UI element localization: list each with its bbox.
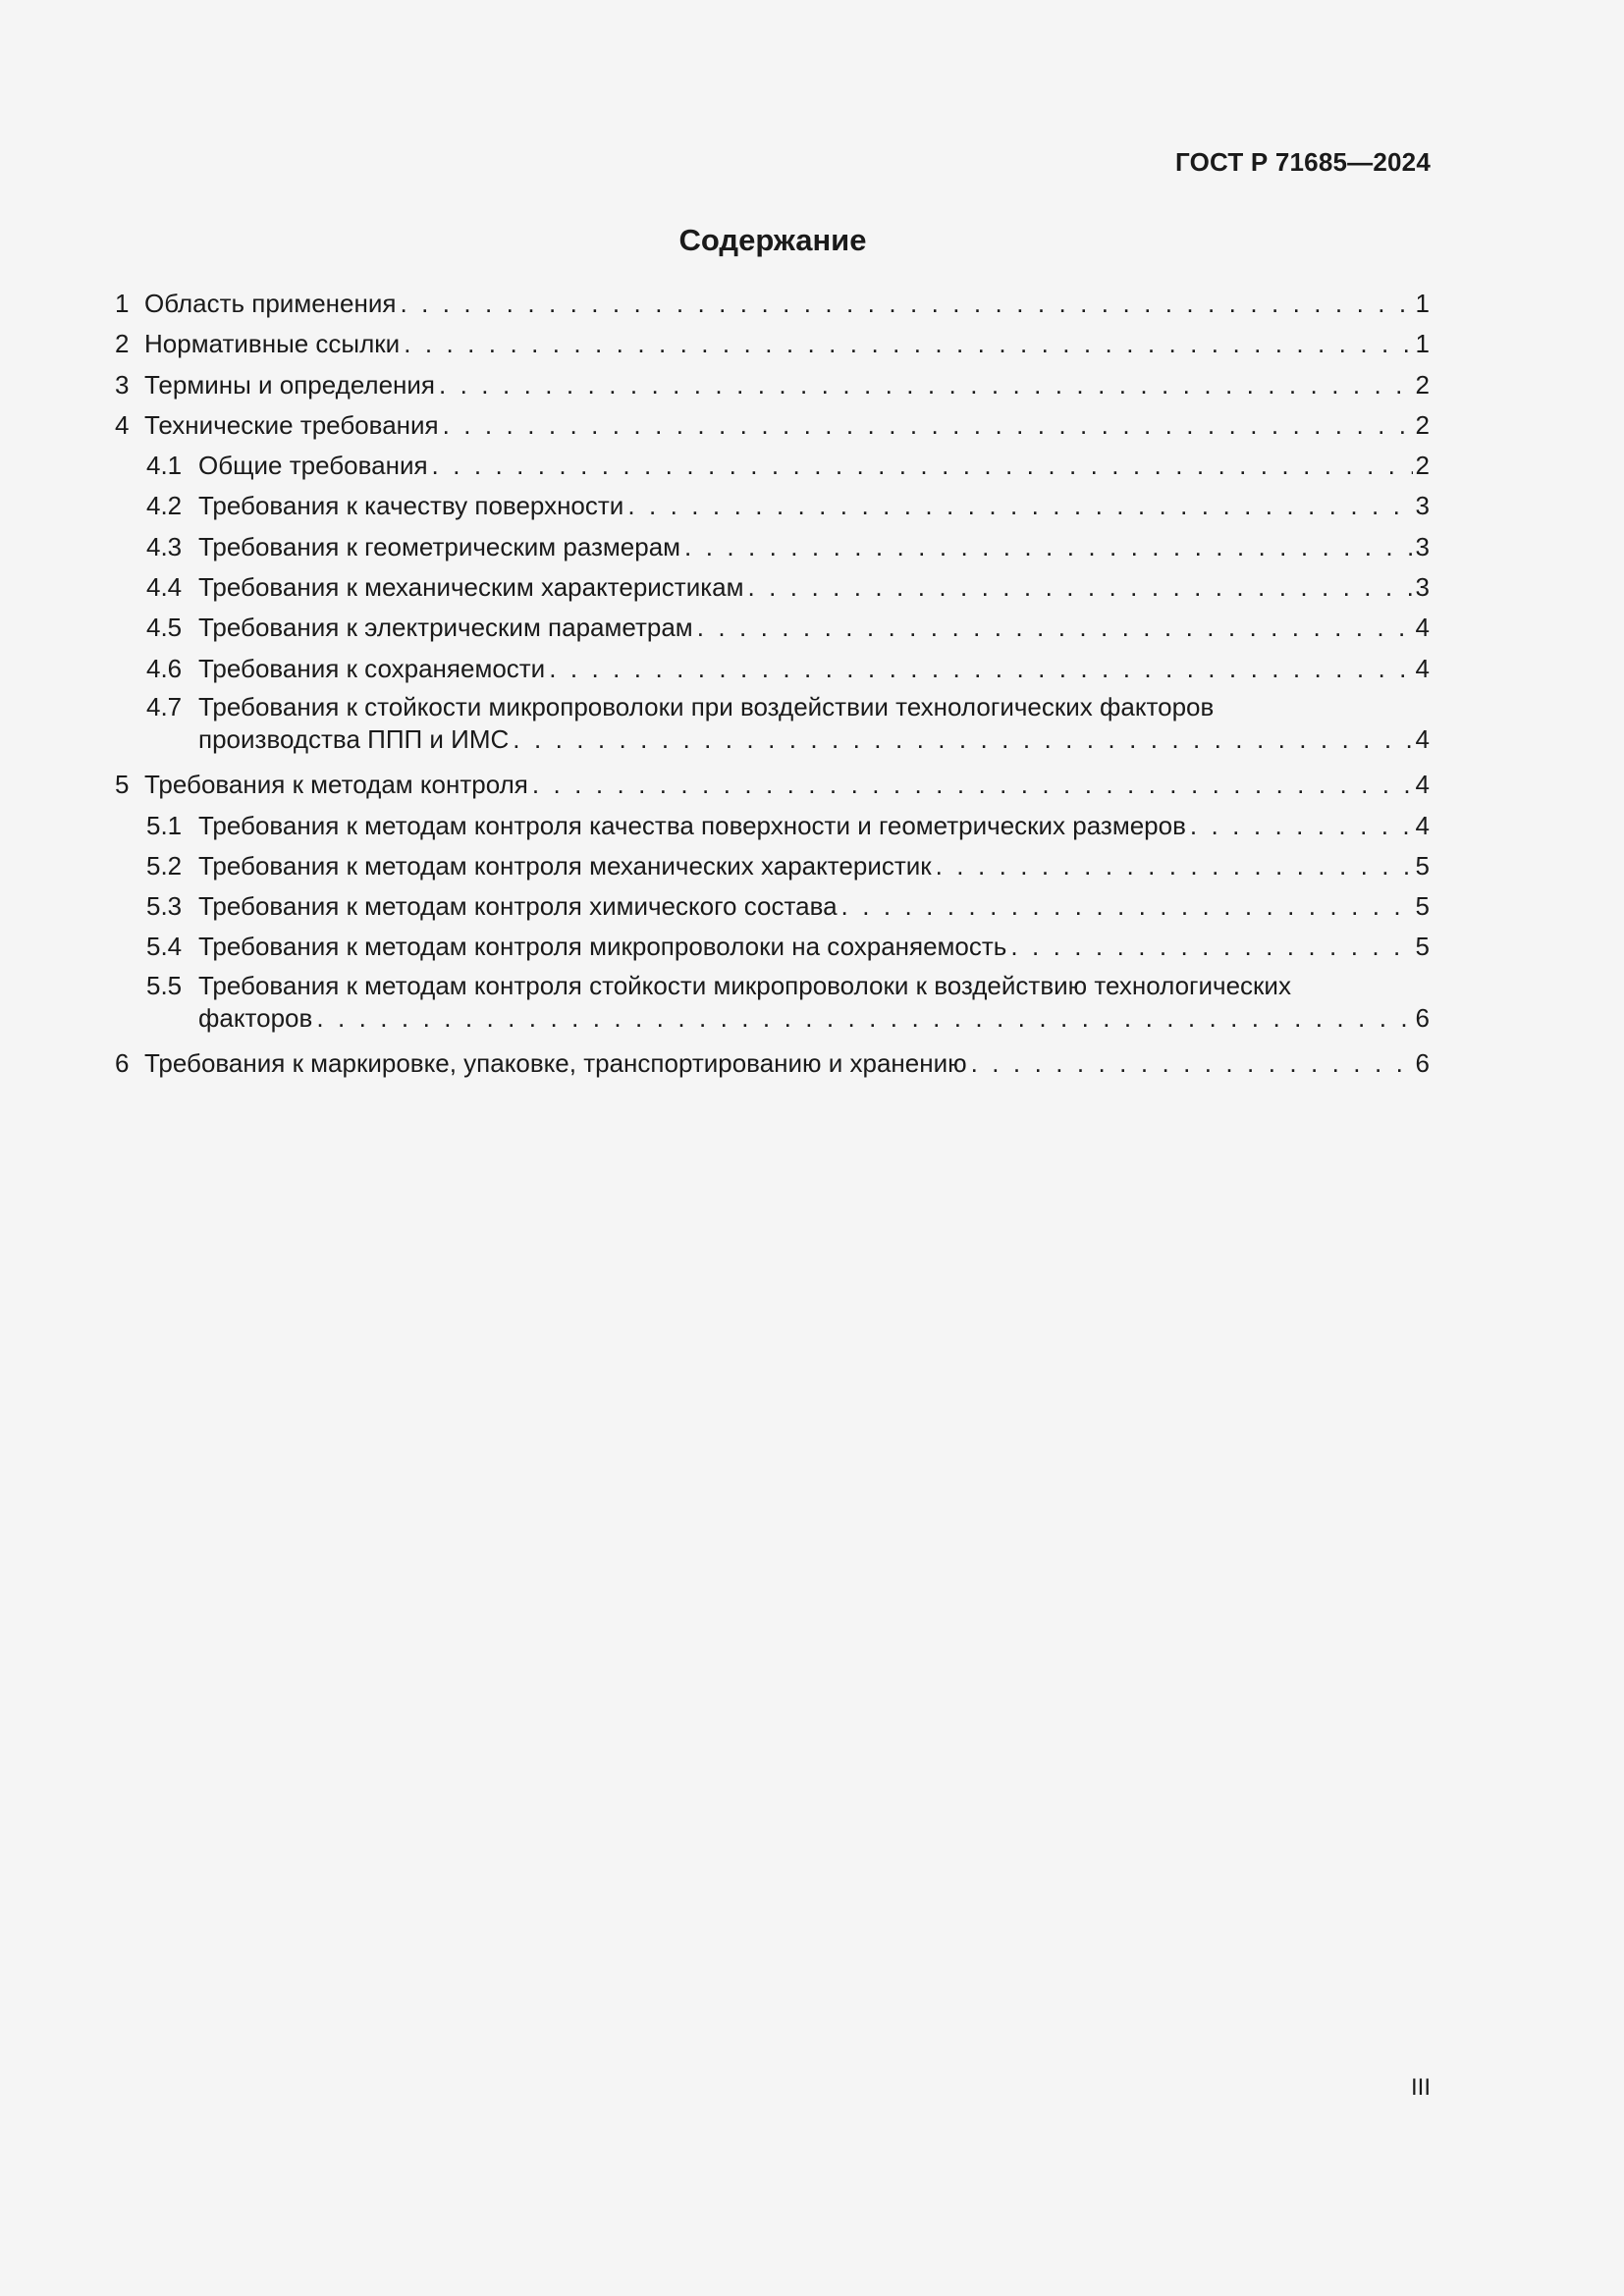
toc-entry-number: 4.7	[146, 691, 183, 721]
toc-entry-label: Требования к качеству поверхности	[198, 491, 624, 521]
dot-leader	[513, 724, 1412, 754]
toc-entry-4-7[interactable]	[115, 689, 1430, 765]
toc-entry-page: 1	[1415, 289, 1430, 318]
dot-leader	[404, 324, 1412, 364]
toc-entry-label: Требования к маркировке, упаковке, транспортированию и хранению	[144, 1048, 967, 1079]
toc-entry-label: Требования к механическим характеристикам	[198, 572, 744, 603]
dot-leader	[443, 405, 1413, 446]
toc-entry-label: Требования к методам контроля	[144, 770, 528, 800]
toc-entry-page: 2	[1415, 369, 1430, 400]
dot-leader	[697, 608, 1413, 648]
toc-entry-number: 5.3	[146, 891, 183, 922]
toc-entry-4-1[interactable]	[115, 446, 1430, 486]
toc-entry-number: 5.1	[146, 810, 183, 840]
toc-entry-label: Требования к методам контроля качества поверхности и геометрических размеров	[198, 810, 1186, 840]
toc-entry-label: Термины и определения	[144, 369, 436, 400]
toc-entry-label: Требования к методам контроля стойкости микропроволоки к воздействию технологических	[198, 970, 1291, 1000]
toc-entry-number: 4.2	[146, 491, 183, 521]
document-code: ГОСТ Р 71685—2024	[1175, 147, 1431, 177]
toc-entry-number: 4.1	[146, 451, 183, 481]
toc-entry-label: Требования к стойкости микропроволоки при воздействии технологических факторов	[198, 691, 1215, 721]
toc-entry-number: 5	[115, 770, 130, 800]
toc-entry-number: 5.4	[146, 932, 183, 962]
toc-entry-page: 4	[1415, 723, 1430, 754]
toc-entry-5[interactable]	[115, 765, 1430, 805]
table-of-contents	[115, 284, 1430, 1084]
dot-leader	[400, 284, 1412, 324]
toc-entry-2[interactable]	[115, 324, 1430, 364]
dot-leader	[748, 567, 1413, 608]
toc-entry-label: Нормативные ссылки	[144, 329, 401, 359]
toc-entry-page: 4	[1415, 770, 1430, 800]
toc-entry-3[interactable]	[115, 365, 1430, 405]
dot-leader	[971, 1043, 1413, 1084]
toc-entry-page: 2	[1415, 409, 1430, 440]
toc-entry-label: Требования к методам контроля микропроволоки на сохраняемость	[198, 932, 1007, 962]
toc-entry-number: 4.4	[146, 572, 183, 603]
toc-entry-page: 4	[1415, 653, 1430, 683]
toc-entry-number: 6	[115, 1048, 130, 1079]
dot-leader	[432, 446, 1413, 486]
dot-leader	[627, 486, 1412, 526]
toc-entry-4-5[interactable]	[115, 608, 1430, 648]
page-number: III	[1410, 2074, 1431, 2101]
toc-entry-label-continuation: факторов	[198, 1002, 313, 1033]
dot-leader	[684, 527, 1412, 567]
toc-entry-label: Требования к геометрическим размерам	[198, 531, 681, 561]
dot-leader	[936, 846, 1413, 886]
toc-entry-page: 6	[1415, 1002, 1430, 1033]
toc-entry-page: 4	[1415, 613, 1430, 643]
toc-entry-page: 3	[1415, 531, 1430, 561]
dot-leader	[549, 649, 1412, 689]
toc-entry-number: 4.6	[146, 653, 183, 683]
toc-entry-page: 2	[1415, 451, 1430, 481]
toc-entry-page: 6	[1415, 1048, 1430, 1079]
toc-entry-page: 5	[1415, 891, 1430, 922]
toc-entry-page: 3	[1415, 491, 1430, 521]
dot-leader	[532, 765, 1413, 805]
toc-entry-4[interactable]	[115, 405, 1430, 446]
toc-entry-label-continuation: производства ППП и ИМС	[198, 723, 510, 754]
toc-entry-page: 4	[1415, 810, 1430, 840]
toc-entry-label: Требования к методам контроля химического состава	[198, 891, 838, 922]
dot-leader	[1010, 927, 1412, 967]
toc-entry-label: Область применения	[144, 289, 397, 318]
toc-entry-4-2[interactable]	[115, 486, 1430, 526]
toc-entry-4-3[interactable]	[115, 527, 1430, 567]
toc-entry-number: 3	[115, 369, 130, 400]
toc-entry-1[interactable]	[115, 284, 1430, 324]
toc-entry-number: 4.3	[146, 531, 183, 561]
toc-entry-number: 1	[115, 289, 130, 318]
toc-entry-page: 1	[1415, 329, 1430, 359]
toc-entry-number: 4.5	[146, 613, 183, 643]
toc-entry-page: 3	[1415, 572, 1430, 603]
toc-title: Содержание	[678, 223, 867, 257]
toc-entry-5-5[interactable]	[115, 968, 1430, 1043]
toc-entry-number: 2	[115, 329, 130, 359]
toc-entry-label: Технические требования	[144, 409, 439, 440]
toc-entry-6[interactable]	[115, 1043, 1430, 1084]
toc-entry-label: Общие требования	[198, 451, 428, 481]
toc-entry-5-1[interactable]	[115, 806, 1430, 846]
toc-entry-page: 5	[1415, 932, 1430, 962]
toc-entry-label: Требования к электрическим параметрам	[198, 613, 693, 643]
toc-entry-5-4[interactable]	[115, 927, 1430, 967]
toc-entry-label: Требования к сохраняемости	[198, 653, 546, 683]
toc-entry-5-3[interactable]	[115, 886, 1430, 927]
dot-leader	[316, 1003, 1412, 1033]
toc-entry-4-4[interactable]	[115, 567, 1430, 608]
toc-entry-number: 5.5	[146, 970, 183, 1000]
toc-entry-number: 5.2	[146, 850, 183, 881]
toc-entry-label: Требования к методам контроля механических характеристик	[198, 850, 932, 881]
dot-leader	[841, 886, 1413, 927]
toc-entry-4-6[interactable]	[115, 649, 1430, 689]
toc-entry-page: 5	[1415, 850, 1430, 881]
toc-entry-number: 4	[115, 409, 130, 440]
dot-leader	[1190, 806, 1413, 846]
toc-entry-5-2[interactable]	[115, 846, 1430, 886]
dot-leader	[439, 365, 1413, 405]
